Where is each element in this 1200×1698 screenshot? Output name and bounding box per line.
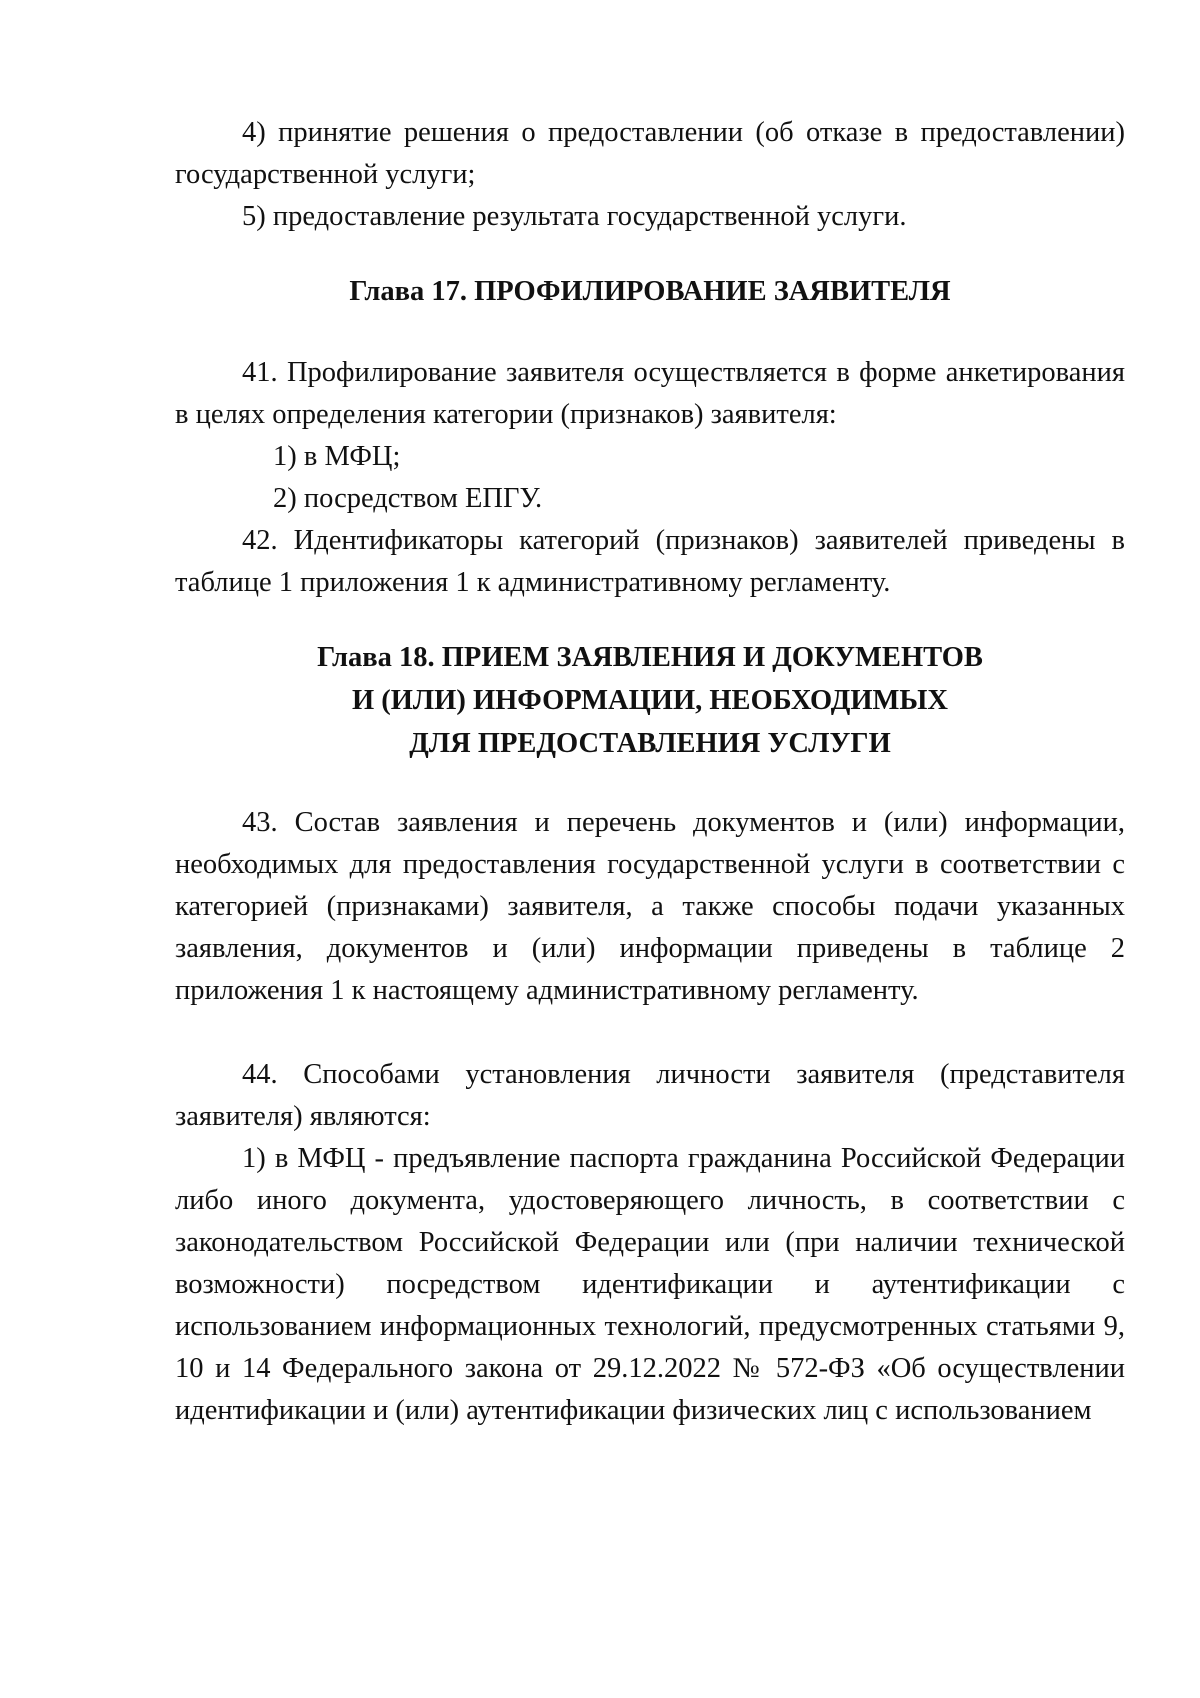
chapter-18-heading-line-1: Глава 18. ПРИЕМ ЗАЯВЛЕНИЯ И ДОКУМЕНТОВ <box>317 642 983 673</box>
chapter-18-heading-line-3: ДЛЯ ПРЕДОСТАВЛЕНИЯ УСЛУГИ <box>409 728 891 759</box>
paragraph-41: 41. Профилирование заявителя осуществляется в форме анкетирования в целях определения категории (признаков) заявителя: <box>175 357 1125 430</box>
paragraph-44: 44. Способами установления личности заявителя (представителя заявителя) являются: <box>175 1059 1125 1132</box>
list-item-4: 4) принятие решения о предоставлении (об отказе в предоставлении) государственной услуги; <box>175 117 1125 190</box>
chapter-18-heading-line-2: И (ИЛИ) ИНФОРМАЦИИ, НЕОБХОДИМЫХ <box>351 685 948 716</box>
paragraph-41-item-1: 1) в МФЦ; <box>273 441 401 472</box>
paragraph-42: 42. Идентификаторы категорий (признаков) заявителей приведены в таблице 1 приложения 1 к административному регламенту. <box>175 525 1125 598</box>
chapter-17-heading: Глава 17. ПРОФИЛИРОВАНИЕ ЗАЯВИТЕЛЯ <box>349 276 951 307</box>
list-item-5: 5) предоставление результата государственной услуги. <box>242 201 907 232</box>
paragraph-43: 43. Состав заявления и перечень документов и (или) информации, необходимых для предоставления государственной услуги в соответствии с категорией (признаками) заявителя, а также способы подачи указанных заявления, документов и (или) информации приведены в таблице 2 приложения 1 к настоящему административному регламенту. <box>175 807 1125 1006</box>
chapter-18-heading <box>175 636 1125 765</box>
paragraph-41-item-2: 2) посредством ЕПГУ. <box>273 483 543 514</box>
paragraph-44-item-1: 1) в МФЦ - предъявление паспорта гражданина Российской Федерации либо иного документа, удостоверяющего личность, в соответствии с законодательством Российской Федерации или (при наличии технической возможности) посредством идентификации и аутентификации с использованием информационных технологий, предусмотренных статьями 9, 10 и 14 Федерального закона от 29.12.2022 № 572-ФЗ «Об осуществлении идентификации и (или) аутентификации физических лиц с использованием <box>175 1143 1125 1426</box>
